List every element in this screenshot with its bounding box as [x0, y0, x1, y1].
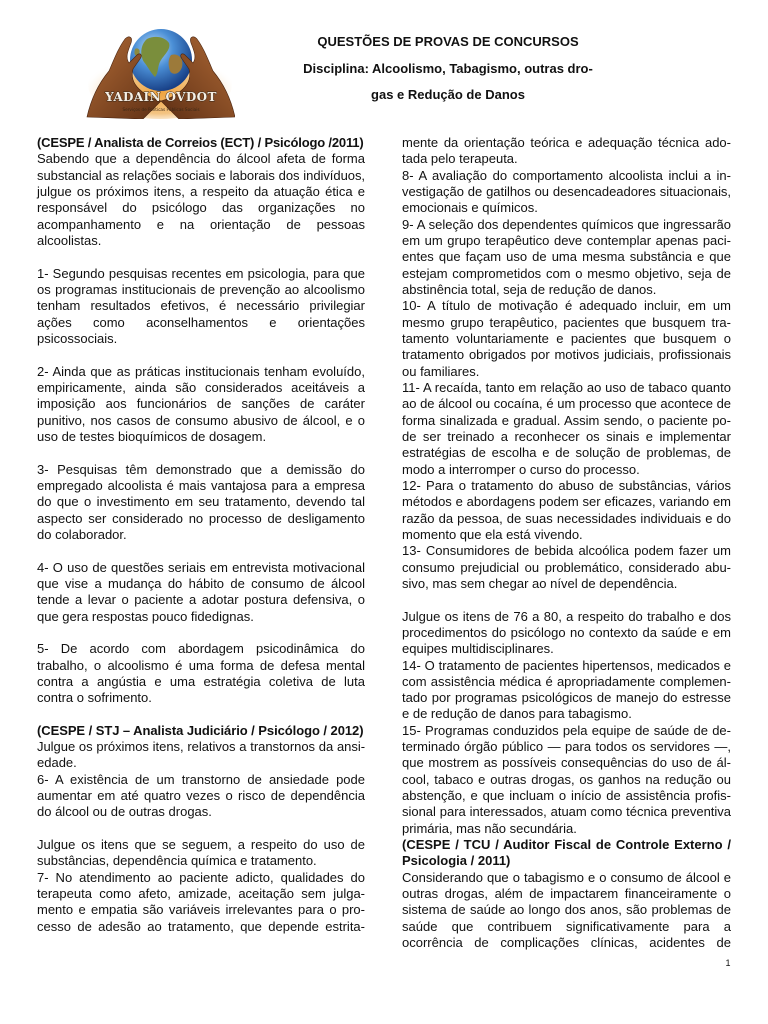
text-line — [402, 168, 731, 184]
text-line — [37, 151, 365, 167]
line-text: modo a interromper o curso do processo. — [402, 461, 640, 477]
line-text: momento que ela está vivendo. — [402, 526, 583, 542]
paragraph — [402, 723, 731, 837]
text-line — [402, 690, 731, 706]
line-text: ocorrência de complicações clínicas, acidentes de — [402, 935, 731, 951]
text-line — [402, 821, 731, 837]
text-line — [37, 364, 365, 380]
text-line — [402, 870, 731, 886]
line-text: Psicologia / 2011) — [402, 853, 511, 869]
paragraph — [37, 837, 365, 870]
text-section — [37, 364, 365, 446]
heading-line — [402, 853, 731, 869]
line-text: sivo, mas sem chegar ao nível de dependência. — [402, 575, 678, 591]
line-text: (CESPE / TCU / Auditor Fiscal de Controle Externo / — [402, 837, 731, 853]
line-text: razão da pessoa, de suas necessidades individuais e do — [402, 510, 731, 526]
text-line — [402, 364, 731, 380]
line-text: acompanhamento e na orientação de pessoas — [37, 216, 365, 232]
text-line — [402, 331, 731, 347]
line-text: (CESPE / Analista de Correios (ECT) / Psicólogo /2011) — [37, 135, 364, 150]
line-text: substâncias, dependência química e tratamento. — [37, 853, 317, 869]
paragraph — [402, 168, 731, 217]
line-text: os programas institucionais de prevenção ao alcoolismo — [37, 281, 365, 297]
line-text: em um grupo terapêutico deve contemplar apenas paci- — [402, 232, 731, 248]
line-text: do colaborador. — [37, 526, 127, 542]
line-text: sional para interessados, atuam como técnica preventiva — [402, 804, 731, 820]
text-line — [37, 494, 365, 510]
paragraph — [37, 772, 365, 821]
text-line — [37, 772, 365, 788]
text-line — [402, 494, 731, 510]
text-line — [37, 902, 365, 918]
document-title — [148, 29, 748, 109]
text-line — [402, 233, 731, 249]
text-line — [402, 396, 731, 412]
line-text: terminado órgão público — para todos os servidores —, — [402, 739, 731, 755]
text-line — [37, 641, 365, 657]
text-line — [37, 837, 365, 853]
line-text: tado por programas psicológicos de manejo do estresse — [402, 690, 731, 706]
line-text: métodos e abordagens podem ser eficazes, variando em — [402, 494, 731, 510]
text-line — [37, 282, 365, 298]
text-line — [37, 919, 365, 935]
line-text: 9- A seleção dos dependentes químicos que ingressarão — [402, 216, 731, 232]
text-line — [402, 609, 731, 625]
text-line — [37, 804, 365, 820]
exam-heading — [37, 723, 365, 739]
line-text: vestigação de gatilhos ou desencadeadores situacionais, — [402, 183, 731, 199]
text-line — [37, 413, 365, 429]
text-line — [402, 919, 731, 935]
line-text: edade. — [37, 755, 77, 771]
line-text: que mostrem as possíveis consequências do uso de ál- — [402, 755, 731, 771]
logo-name: YADAIN OVDOT — [105, 90, 217, 104]
line-text: mento e empatia são variáveis irrelevantes para o pro- — [37, 902, 365, 918]
line-text: primária, mas não secundária. — [402, 820, 577, 836]
text-line — [402, 249, 731, 265]
text-line — [402, 576, 731, 592]
paragraph — [402, 298, 731, 380]
line-text: que gera respostas pouco fidedignas. — [37, 608, 254, 624]
heading-line — [37, 723, 365, 739]
text-line — [37, 315, 365, 331]
text-line — [37, 429, 365, 445]
line-text: contra a angústia e uma estratégia coletiva de luta — [37, 673, 365, 689]
paragraph — [402, 870, 731, 952]
line-text: estejam comprometidos com o mesmo objetivo, seja de — [402, 265, 731, 281]
text-line — [37, 217, 365, 233]
line-text: aspecto ser considerado no processo de desligamento — [37, 510, 365, 526]
text-line — [402, 527, 731, 543]
line-text: 15- Programas conduzidos pela equipe de saúde de de- — [402, 722, 731, 738]
line-text: procedimentos do psicólogo no contexto da saúde e em — [402, 624, 731, 640]
text-line — [37, 576, 365, 592]
text-line — [37, 658, 365, 674]
text-line — [402, 135, 731, 151]
line-text: Sabendo que a dependência do álcool afeta de forma — [37, 151, 365, 167]
text-line — [402, 429, 731, 445]
paragraph — [37, 364, 365, 446]
text-line — [402, 462, 731, 478]
text-line — [402, 935, 731, 951]
text-line — [37, 886, 365, 902]
text-line — [402, 266, 731, 282]
text-line — [37, 184, 365, 200]
line-text: ou familiares. — [402, 363, 480, 379]
text-section — [402, 135, 731, 592]
line-text: trabalho, o alcoolismo é uma forma de defesa mental — [37, 657, 365, 673]
line-text: punitivo, nos casos de consumo abusivo de álcool, e o — [37, 412, 365, 428]
paragraph — [37, 462, 365, 544]
line-text: consumo prejudicial ou problemático, considerado abu- — [402, 559, 731, 575]
line-text: 5- De acordo com abordagem psicodinâmica do — [37, 641, 365, 657]
text-line — [402, 739, 731, 755]
text-section — [37, 837, 365, 935]
line-text: 7- No atendimento ao paciente adicto, qualidades do — [37, 869, 365, 885]
text-line — [402, 674, 731, 690]
line-text: e de redução de danos para tabagismo. — [402, 706, 632, 722]
left-column — [37, 135, 365, 935]
text-line — [37, 690, 365, 706]
right-column — [402, 135, 731, 951]
text-line — [402, 706, 731, 722]
line-text: do que o investimento em seu tratamento, devendo tal — [37, 494, 365, 510]
line-text: 10- A título de motivação é adequado incluir, em um — [402, 298, 731, 314]
logo-tagline: Serviços de Políticas Públicas Sociais — [122, 107, 200, 112]
line-text: outras drogas, além de impactarem financeiramente o — [402, 886, 731, 902]
text-line — [402, 413, 731, 429]
line-text: de ser treinado a reconhecer os sinais e implementar — [402, 428, 731, 444]
text-line — [402, 347, 731, 363]
text-line — [37, 200, 365, 216]
line-text: Julgue os itens que se seguem, a respeito do uso de — [37, 837, 365, 853]
line-text: com assistência médica é apropriadamente complemen- — [402, 673, 731, 689]
text-line — [402, 755, 731, 771]
line-text: contra o sofrimento. — [37, 690, 152, 706]
line-text: 14- O tratamento de pacientes hipertensos, medicados e — [402, 657, 731, 673]
text-line — [402, 511, 731, 527]
exam-heading — [37, 135, 365, 151]
text-section — [402, 609, 731, 952]
text-line — [402, 886, 731, 902]
line-text: forma sinalizada e gradual. Assim sendo, o paciente po- — [402, 412, 731, 428]
text-line — [402, 625, 731, 641]
text-line — [402, 184, 731, 200]
line-text: do álcool ou de outras drogas. — [37, 804, 212, 820]
line-text: Julgue os itens de 76 a 80, a respeito do trabalho e dos — [402, 608, 731, 624]
line-text: responsável do psicólogo das organizações no — [37, 200, 365, 216]
line-text: ao de álcool ou cocaína, é um processo que acontece de — [402, 396, 731, 412]
exam-heading — [402, 837, 731, 870]
line-text: (CESPE / STJ – Analista Judiciário / Psicólogo / 2012) — [37, 722, 364, 738]
paragraph — [402, 478, 731, 543]
text-line — [37, 462, 365, 478]
paragraph — [37, 560, 365, 625]
line-text: tenham resultados efetivos, é necessário privilegiar — [37, 298, 365, 314]
text-line — [37, 527, 365, 543]
text-line — [402, 560, 731, 576]
line-text: entes que façam uso de uma mesma substância e que — [402, 249, 731, 265]
heading-line — [402, 837, 731, 853]
line-text: tamento voluntariamente e pacientes que busquem o — [402, 330, 731, 346]
text-line — [402, 543, 731, 559]
line-text: 6- A existência de um transtorno de ansiedade pode — [37, 771, 365, 787]
line-text: equipes multidisciplinares. — [402, 641, 554, 657]
line-text: abstenção, e que incluam o início de assistência profis- — [402, 788, 731, 804]
line-text: empiricamente, ainda são considerados aceitáveis a — [37, 379, 365, 395]
text-line — [402, 282, 731, 298]
line-text: substancial as relações sociais e laborais dos indivíduos, — [37, 167, 365, 183]
line-text: terapeuta como afeto, amizade, aceitação sem julga- — [37, 886, 365, 902]
line-text: aumentar em até quatro vezes o risco de dependência — [37, 788, 365, 804]
text-line — [402, 723, 731, 739]
line-text: sistema de saúde ao longo dos anos, são problemas de — [402, 902, 731, 918]
text-line — [37, 755, 365, 771]
text-section — [37, 560, 365, 625]
text-section — [37, 723, 365, 821]
text-line — [37, 331, 365, 347]
line-text: 3- Pesquisas têm demonstrado que a demissão do — [37, 461, 365, 477]
paragraph — [402, 135, 731, 168]
text-line — [402, 151, 731, 167]
text-line — [37, 853, 365, 869]
subtitle-line: gas e Redução de Danos — [371, 87, 525, 102]
text-line — [37, 560, 365, 576]
line-text: ações como aconselhamentos e orientações — [37, 314, 365, 330]
line-text: 8- A avaliação do comportamento alcoolista inclui a in- — [402, 167, 731, 183]
text-line — [402, 200, 731, 216]
text-line — [402, 804, 731, 820]
line-text: emocionais e químicos. — [402, 200, 538, 216]
line-text: estratégias de escolha e de solução de problemas, de — [402, 445, 731, 461]
text-section — [37, 135, 365, 249]
paragraph — [402, 543, 731, 592]
title-line: QUESTÕES DE PROVAS DE CONCURSOS — [317, 34, 579, 49]
paragraph — [37, 266, 365, 348]
line-text: 13- Consumidores de bebida alcoólica podem fazer um — [402, 543, 731, 559]
text-line — [37, 788, 365, 804]
text-line — [37, 739, 365, 755]
page-number: 1 — [725, 958, 731, 968]
text-line — [37, 478, 365, 494]
line-text: mesmo grupo terapêutico, pacientes que busquem tra- — [402, 314, 731, 330]
text-line — [37, 609, 365, 625]
paragraph — [37, 151, 365, 249]
text-line — [402, 380, 731, 396]
paragraph — [402, 217, 731, 299]
text-line — [37, 298, 365, 314]
line-text: tratamento obrigados por motivos judiciais, profissionais — [402, 347, 731, 363]
text-line — [402, 298, 731, 314]
text-line — [402, 788, 731, 804]
line-text: imposição aos funcionários de sanções de caráter — [37, 396, 365, 412]
line-text: cesso de adesão ao tratamento, que depende estrita- — [37, 918, 365, 934]
text-line — [402, 902, 731, 918]
heading-line — [37, 135, 365, 151]
paragraph — [402, 658, 731, 723]
paragraph — [37, 870, 365, 935]
line-text: 2- Ainda que as práticas institucionais tenham evoluído, — [37, 363, 365, 379]
text-line — [37, 674, 365, 690]
text-line — [402, 641, 731, 657]
paragraph — [37, 641, 365, 706]
line-text: saúde que contribuem significativamente para a — [402, 918, 731, 934]
text-section — [37, 266, 365, 348]
line-text: Considerando que o tabagismo e o consumo de álcool e — [402, 869, 731, 885]
line-text: 12- Para o tratamento do abuso de substâncias, vários — [402, 477, 731, 493]
text-line — [37, 511, 365, 527]
text-line — [37, 396, 365, 412]
text-line — [37, 592, 365, 608]
line-text: Julgue os próximos itens, relativos a transtornos da ansi- — [37, 739, 365, 755]
line-text: empregado alcoolista é mais vantajosa para a empresa — [37, 477, 365, 493]
line-text: 1- Segundo pesquisas recentes em psicologia, para que — [37, 265, 365, 281]
line-text: alcoolistas. — [37, 232, 102, 248]
line-text: que vise a mudança do hábito de consumo de álcool — [37, 575, 365, 591]
text-line — [37, 870, 365, 886]
line-text: uso de testes bioquímicos de dosagem. — [37, 428, 267, 444]
paragraph — [37, 739, 365, 772]
line-text: psicossociais. — [37, 330, 118, 346]
text-line — [37, 233, 365, 249]
line-text: tada pelo terapeuta. — [402, 151, 518, 167]
paragraph — [402, 380, 731, 478]
subtitle-line: Disciplina: Alcoolismo, Tabagismo, outras dro- — [303, 60, 593, 76]
text-line — [37, 266, 365, 282]
text-line — [402, 478, 731, 494]
text-section — [37, 641, 365, 706]
line-text: mente da orientação teórica e adequação técnica ado- — [402, 135, 731, 150]
line-text: julgue os próximos itens, a respeito da atuação ética e — [37, 183, 365, 199]
line-text: 11- A recaída, tanto em relação ao uso de tabaco quanto — [402, 379, 731, 395]
text-line — [402, 772, 731, 788]
text-line — [402, 217, 731, 233]
paragraph — [402, 609, 731, 658]
text-line — [37, 380, 365, 396]
line-text: cool, tabaco e outras drogas, os ganhos na redução ou — [402, 771, 731, 787]
line-text: tende a levar o paciente a adotar postura defensiva, o — [37, 592, 365, 608]
text-line — [37, 168, 365, 184]
text-line — [402, 315, 731, 331]
text-line — [402, 658, 731, 674]
text-line — [402, 445, 731, 461]
line-text: 4- O uso de questões seriais em entrevista motivacional — [37, 559, 365, 575]
text-section — [37, 462, 365, 544]
line-text: abstinência total, seja de redução de danos. — [402, 281, 657, 297]
